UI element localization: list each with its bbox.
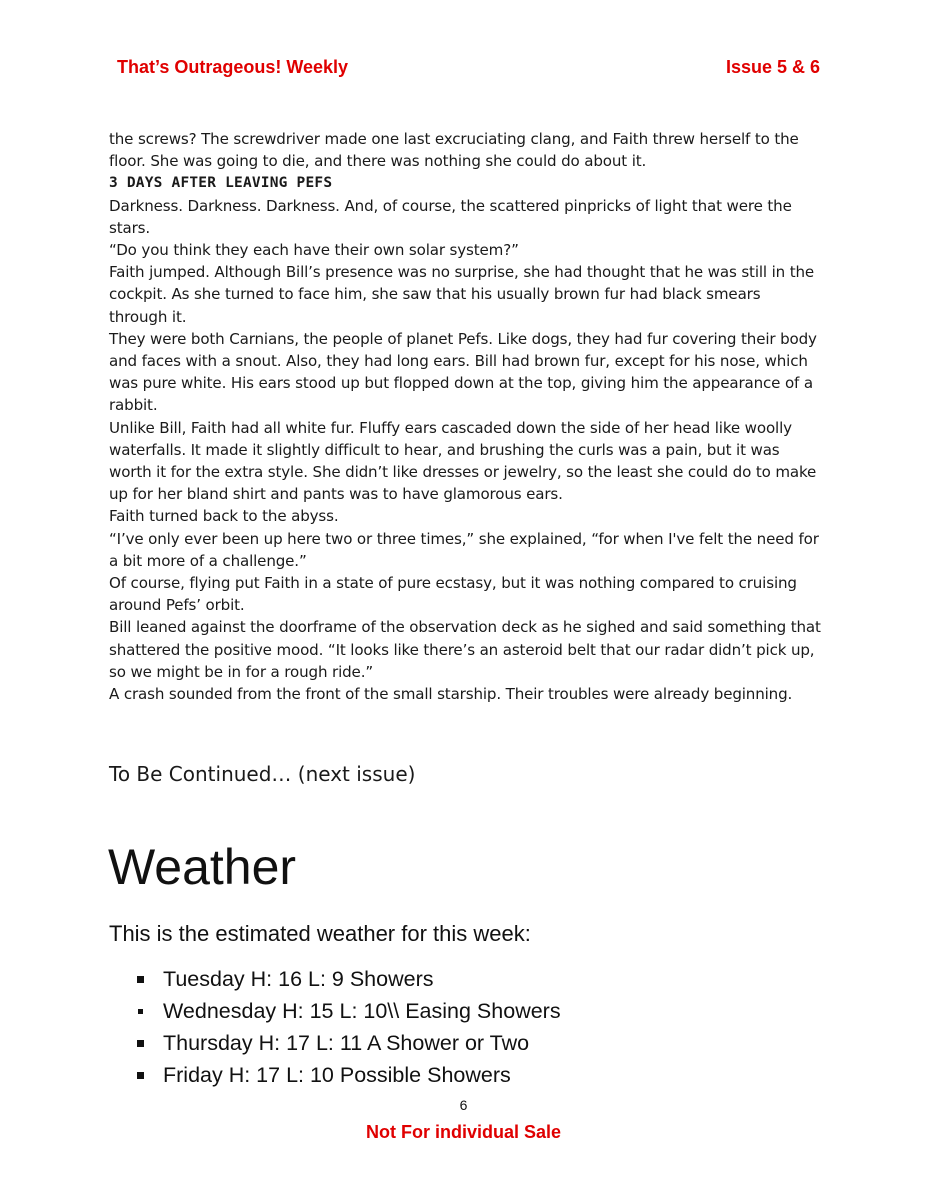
story-paragraph: the screws? The screwdriver made one last excruciating clang, and Faith threw herself to the floor. She was going to die, and there was nothing she could do about it.: [109, 130, 799, 171]
weather-item: [137, 995, 561, 1027]
weather-forecast-list: [137, 963, 561, 1091]
story-paragraph: A crash sounded from the front of the small starship. Their troubles were already beginning.: [109, 685, 793, 704]
square-bullet-icon: [137, 1072, 144, 1079]
weather-item: [137, 1027, 561, 1059]
story-paragraph: Faith turned back to the abyss.: [109, 507, 339, 526]
weather-item: [137, 1059, 561, 1091]
story-paragraph: “Do you think they each have their own solar system?”: [109, 241, 519, 260]
square-bullet-icon: [138, 1009, 143, 1014]
story-paragraph: Darkness. Darkness. Darkness. And, of course, the scattered pinpricks of light that were the stars.: [109, 196, 792, 237]
story-body: [109, 128, 821, 705]
story-paragraph: “I’ve only ever been up here two or three times,” she explained, “for when I've felt the need for a bit more of a challenge.”: [109, 529, 819, 570]
square-bullet-icon: [137, 1040, 144, 1047]
story-paragraph: Unlike Bill, Faith had all white fur. Fluffy ears cascaded down the side of her head like woolly waterfalls. It made it slightly difficult to hear, and brushing the curls was a pain, but it was worth it for the extra style. She didn’t like dresses or jewelry, so the least she could do to make up for her bland shirt and pants was to have glamorous ears.: [109, 418, 817, 504]
story-paragraph: They were both Carnians, the people of planet Pefs. Like dogs, they had fur covering their body and faces with a snout. Also, they had long ears. Bill had brown fur, except for his nose, which was pure white. His ears stood up but flopped down at the top, giving him the appearance of a rabbit.: [109, 329, 817, 415]
newsletter-title: That’s Outrageous! Weekly: [117, 57, 349, 77]
weather-intro: This is the estimated weather for this week:: [109, 921, 531, 946]
to-be-continued: To Be Continued… (next issue): [109, 762, 416, 786]
page-number: 6: [459, 1097, 468, 1113]
story-section-heading: 3 DAYS AFTER LEAVING PEFS: [109, 175, 333, 192]
weather-item-text: Tuesday H: 16 L: 9 Showers: [163, 967, 434, 991]
footer-note: Not For individual Sale: [365, 1122, 562, 1142]
story-paragraph: Faith jumped. Although Bill’s presence was no surprise, she had thought that he was still in the cockpit. As she turned to face him, she saw that his usually brown fur had black smears through it.: [109, 263, 815, 326]
weather-item: [137, 963, 561, 995]
story-paragraph: Of course, flying put Faith in a state of pure ecstasy, but it was nothing compared to cruising around Pefs’ orbit.: [109, 574, 797, 615]
square-bullet-icon: [137, 976, 144, 983]
weather-item-text: Thursday H: 17 L: 11 A Shower or Two: [163, 1031, 530, 1055]
issue-number: Issue 5 & 6: [725, 57, 820, 77]
weather-item-text: Wednesday H: 15 L: 10\\ Easing Showers: [163, 999, 561, 1023]
weather-heading: Weather: [108, 839, 297, 895]
story-paragraph: Bill leaned against the doorframe of the observation deck as he sighed and said something that shattered the positive mood. “It looks like there’s an asteroid belt that our radar didn’t pick up, so we might be in for a rough ride.”: [109, 618, 821, 681]
weather-item-text: Friday H: 17 L: 10 Possible Showers: [163, 1063, 511, 1087]
